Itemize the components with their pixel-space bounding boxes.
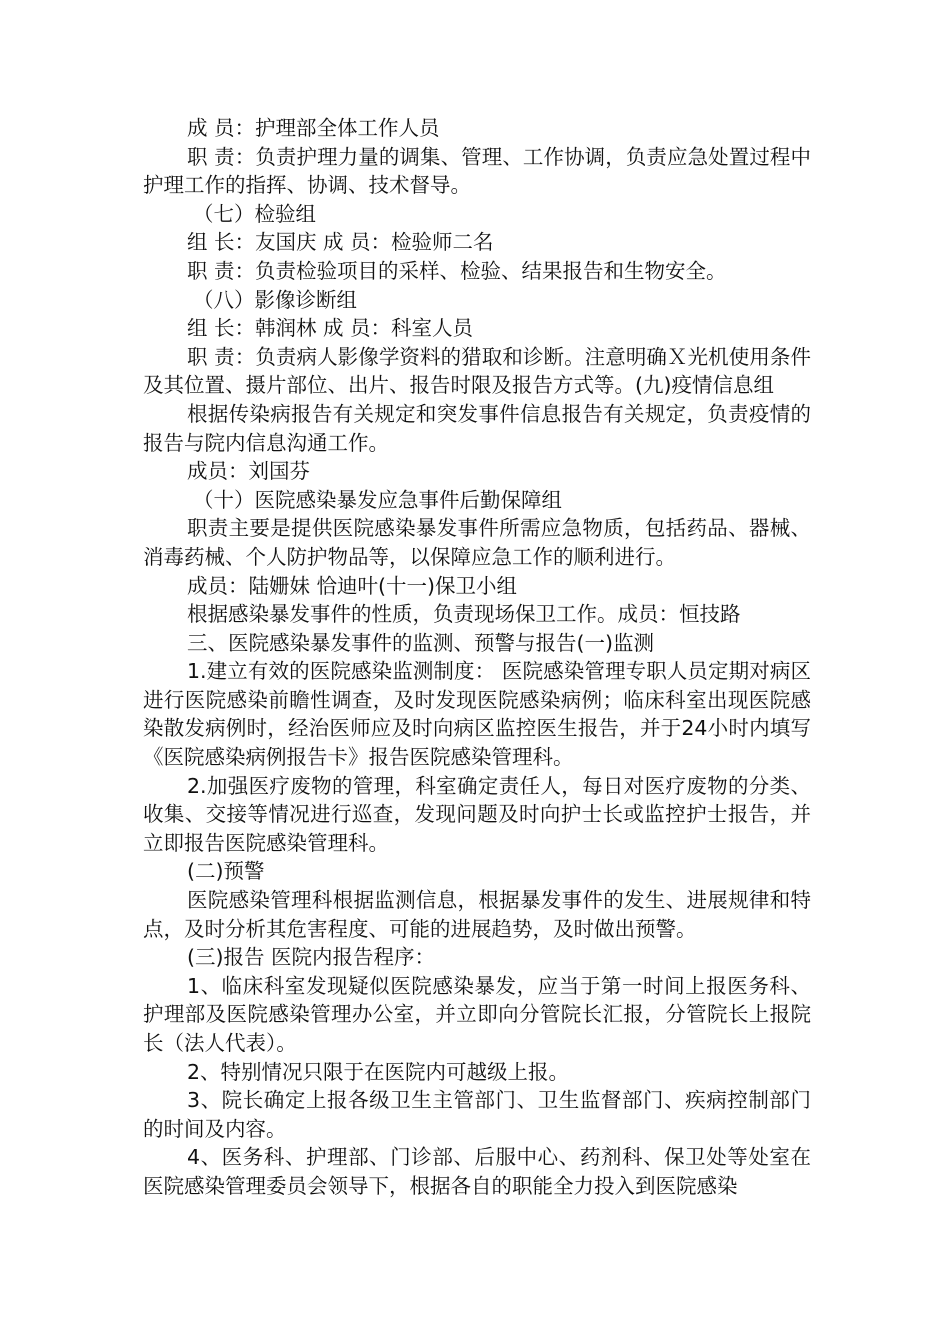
heading-report: (三)报告 医院内报告程序：: [187, 945, 436, 970]
paragraph-nursing-duties: 职 责：负责护理力量的调集、管理、工作协调，负责应急处置过程中护理工作的指挥、协调、技术督导。: [143, 144, 811, 198]
paragraph-imaging-duties: 职 责：负责病人影像学资料的猎取和诊断。注意明确Ｘ光机使用条件及其位置、摄片部位、出片、报告时限及报告方式等。(九)疫情信息组: [143, 344, 811, 398]
heading-warning: (二)预警: [187, 859, 265, 884]
paragraph-logistics-duties: 职责主要是提供医院感染暴发事件所需应急物质，包括药品、器械、消毒药械、个人防护物品等，以保障应急工作的顺利进行。: [143, 516, 811, 569]
heading-imaging-group: （八）影像诊断组: [193, 287, 357, 312]
paragraph-logistics-members: 成员：陆姗妹 恰迪叶(十一)保卫小组: [187, 573, 518, 598]
paragraph-report-3: 3、院长确定上报各级卫生主管部门、卫生监督部门、疾病控制部门的时间及内容。: [143, 1088, 811, 1141]
heading-section-three: 三、医院感染暴发事件的监测、预警与报告(一)监测: [187, 630, 654, 655]
paragraph-monitoring-2: 2.加强医疗废物的管理，科室确定责任人，每日对医疗废物的分类、收集、交接等情况进行巡查，发现问题及时向护士长或监控护士报告，并立即报告医院感染管理科。: [143, 773, 811, 855]
paragraph-monitoring-1: 1.建立有效的医院感染监测制度： 医院感染管理专职人员定期对病区进行医院感染前瞻性调查，及时发现医院感染病例；临床科室出现医院感染散发病例时，经治医师应及时向病区监控医生报告，并于24小时内填写《医院感染病例报告卡》报告医院感染管理科。: [143, 659, 811, 770]
paragraph-epidemic-members: 成员：刘国芬: [187, 459, 310, 484]
document-body: [143, 114, 811, 1201]
paragraph-nursing-members: 成 员：护理部全体工作人员: [187, 116, 440, 140]
heading-logistics-group: （十）医院感染暴发应急事件后勤保障组: [193, 487, 562, 512]
paragraph-report-4: 4、医务科、护理部、门诊部、后服中心、药剂科、保卫处等处室在医院感染管理委员会领导下，根据各自的职能全力投入到医院感染: [143, 1145, 811, 1198]
paragraph-warning: 医院感染管理科根据监测信息，根据暴发事件的发生、进展规律和特点，及时分析其危害程度、可能的进展趋势，及时做出预警。: [143, 888, 811, 941]
heading-lab-group: （七）检验组: [193, 201, 316, 226]
paragraph-lab-duties: 职 责：负责检验项目的采样、检验、结果报告和生物安全。: [187, 258, 727, 283]
paragraph-lab-leader: 组 长：友国庆 成 员：检验师二名: [187, 230, 494, 255]
paragraph-epidemic-info: 根据传染病报告有关规定和突发事件信息报告有关规定，负责疫情的报告与院内信息沟通工作。: [143, 401, 811, 455]
paragraph-security-duties: 根据感染暴发事件的性质，负责现场保卫工作。成员：恒技路: [187, 602, 741, 627]
paragraph-report-2: 2、特别情况只限于在医院内可越级上报。: [187, 1059, 570, 1084]
paragraph-report-1: 1、临床科室发现疑似医院感染暴发，应当于第一时间上报医务科、护理部及医院感染管理办公室，并立即向分管院长汇报，分管院长上报院长（法人代表）。: [143, 973, 811, 1055]
paragraph-imaging-leader: 组 长：韩润林 成 员：科室人员: [187, 316, 474, 341]
